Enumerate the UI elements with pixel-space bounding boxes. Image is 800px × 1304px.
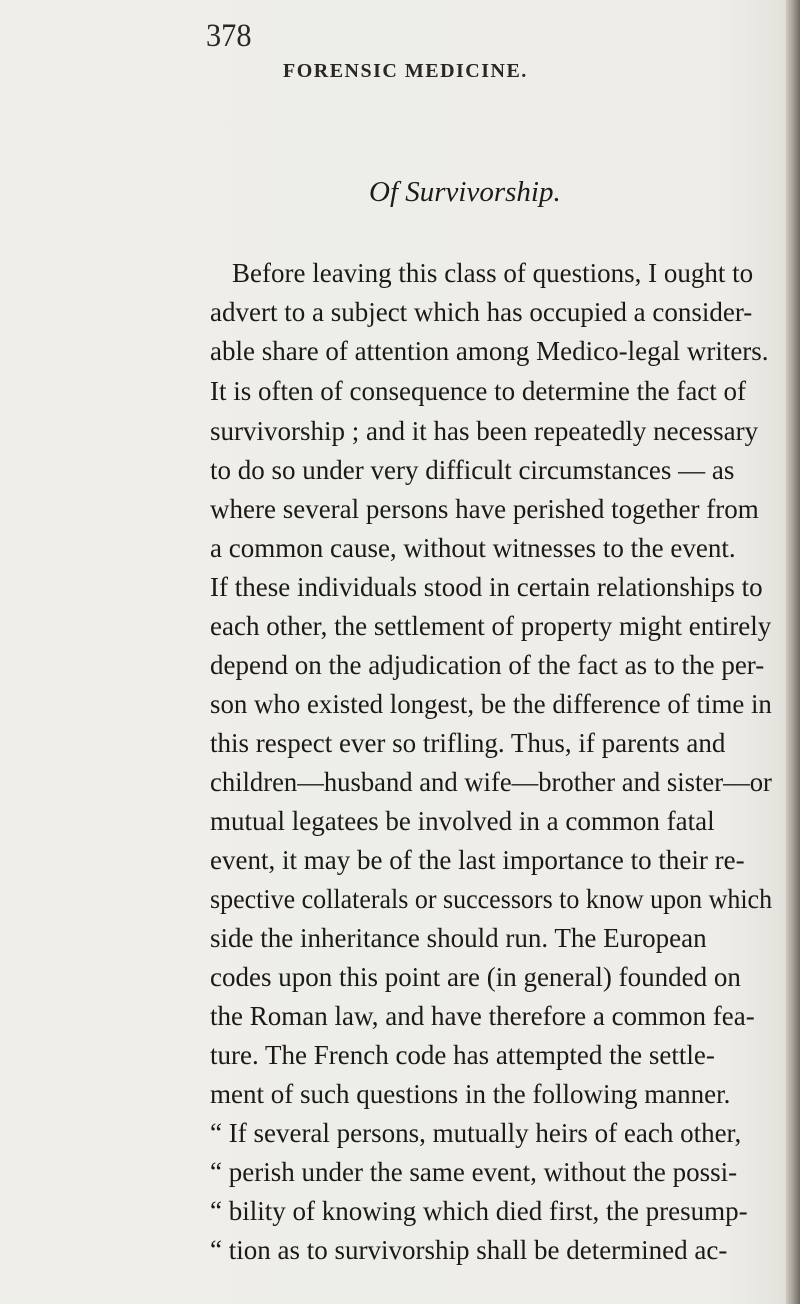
running-head: FORENSIC MEDICINE.: [283, 60, 528, 82]
text-line: ment of such questions in the following manner.: [210, 1079, 731, 1109]
text-line: side the inheritance should run. The European: [210, 923, 707, 953]
text-line: this respect ever so trifling. Thus, if parents and: [210, 728, 726, 758]
text-line: If these individuals stood in certain relationships to: [210, 572, 763, 602]
text-line: to do so under very difficult circumstances — as: [210, 455, 735, 485]
text-line: the Roman law, and have therefore a common fea-: [210, 1001, 755, 1031]
text-line: codes upon this point are (in general) founded on: [210, 962, 741, 992]
text-line: children—husband and wife—brother and sister—or: [210, 767, 772, 797]
section-title: Of Survivorship.: [369, 176, 561, 208]
text-line: able share of attention among Medico-legal writers.: [210, 336, 769, 366]
text-line: event, it may be of the last importance to their re-: [210, 845, 745, 875]
text-line: each other, the settlement of property might entirely: [210, 611, 772, 641]
text-line: ture. The French code has attempted the settle-: [210, 1040, 715, 1070]
text-line: depend on the adjudication of the fact as to the per-: [210, 650, 765, 680]
text-line: “ perish under the same event, without the possi-: [210, 1157, 738, 1187]
text-line: “ bility of knowing which died first, the presump-: [210, 1196, 748, 1226]
page-edge-shadow: [786, 0, 800, 1304]
text-line: spective collaterals or successors to know upon which: [210, 884, 773, 914]
text-line: advert to a subject which has occupied a consider-: [210, 297, 753, 327]
text-line: where several persons have perished together from: [210, 494, 759, 524]
text-line: son who existed longest, be the difference of time in: [210, 689, 772, 719]
text-line: It is often of consequence to determine the fact of: [210, 376, 747, 406]
text-line: “ If several persons, mutually heirs of each other,: [210, 1118, 742, 1148]
page-number: 378: [206, 18, 252, 54]
text-line: “ tion as to survivorship shall be determined ac-: [210, 1235, 728, 1265]
text-line: survivorship ; and it has been repeatedly necessary: [210, 416, 759, 446]
text-line: a common cause, without witnesses to the event.: [210, 533, 736, 563]
text-line: mutual legatees be involved in a common fatal: [210, 806, 715, 836]
text-line: Before leaving this class of questions, I ought to: [232, 258, 754, 288]
